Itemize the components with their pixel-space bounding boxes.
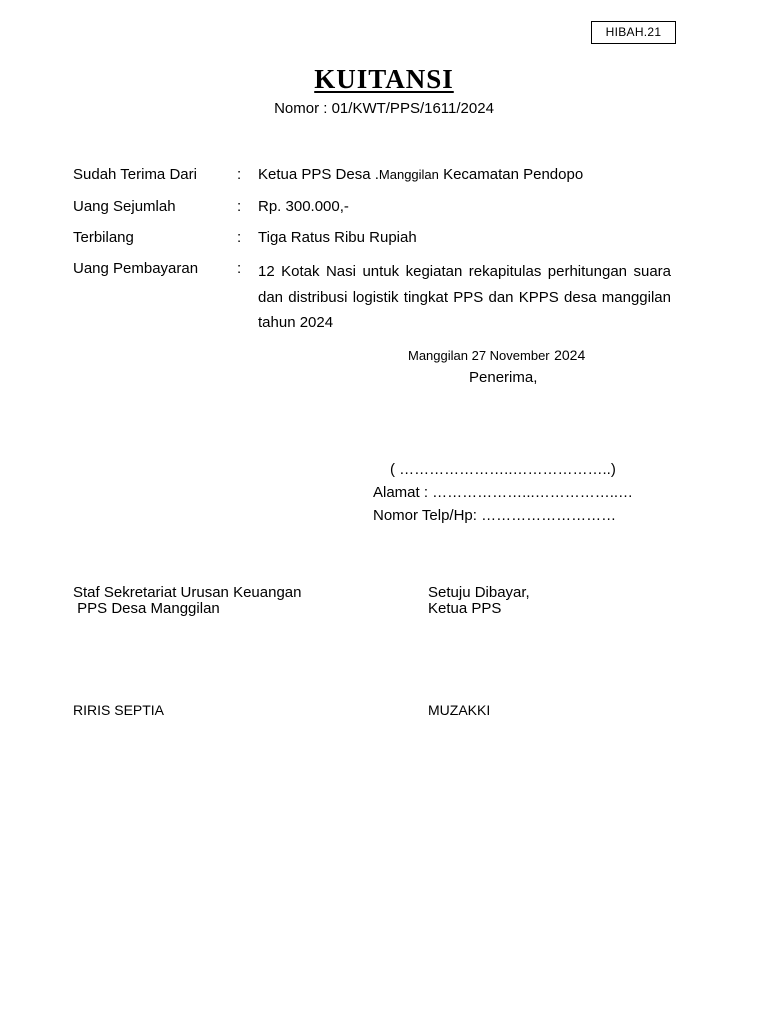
field-value-sudah-terima-dari	[258, 166, 583, 184]
field-label-terbilang: Terbilang	[73, 229, 134, 246]
field-label-uang-sejumlah: Uang Sejumlah	[73, 198, 176, 215]
field-value-uang-pembayaran: 12 Kotak Nasi untuk kegiatan rekapitulas perhitungan suara dan distribusi logistik tingkat PPS dan KPPS desa manggilan tahun 2024	[258, 263, 671, 331]
receiver-signature-line: ( …………………..………………..)	[390, 461, 616, 478]
field-value-uang-sejumlah: Rp. 300.000,-	[258, 198, 349, 215]
right-signer-title-line1: Setuju Dibayar,	[428, 584, 530, 601]
field-colon: :	[237, 229, 242, 246]
form-code-box: HIBAH.21	[591, 21, 676, 44]
document-number: Nomor : 01/KWT/PPS/1611/2024	[274, 100, 494, 117]
left-signer-title-line1: Staf Sekretariat Urusan Keuangan	[73, 584, 302, 601]
receiver-phone: Nomor Telp/Hp: ………………………	[373, 507, 617, 524]
value-place: Manggilan	[378, 167, 439, 182]
value-rest: Kecamatan Pendopo	[438, 166, 584, 183]
right-signer-title-line2: Ketua PPS	[428, 600, 502, 617]
field-colon: :	[237, 198, 242, 215]
left-signer-title	[73, 585, 301, 617]
right-signer-title	[428, 585, 530, 617]
field-label-uang-pembayaran: Uang Pembayaran	[73, 260, 199, 277]
right-signer-name: MUZAKKI	[428, 702, 491, 718]
field-value-terbilang: Tiga Ratus Ribu Rupiah	[258, 229, 417, 246]
date-text: Manggilan 27 November	[408, 348, 550, 363]
left-signer-title-line2: PPS Desa Manggilan	[73, 600, 220, 617]
field-colon: :	[237, 260, 242, 277]
left-signer-name: RIRIS SEPTIA	[73, 702, 165, 718]
receiver-address: Alamat : ………………...……………..…	[373, 484, 634, 501]
document-title: KUITANSI	[314, 64, 454, 94]
field-label-sudah-terima-dari: Sudah Terima Dari	[73, 166, 197, 183]
field-colon: :	[237, 166, 242, 183]
date-place	[408, 346, 585, 365]
value-main: Ketua PPS Desa .	[258, 166, 379, 183]
receiver-label: Penerima,	[469, 369, 538, 386]
date-year: 2024	[554, 347, 586, 363]
